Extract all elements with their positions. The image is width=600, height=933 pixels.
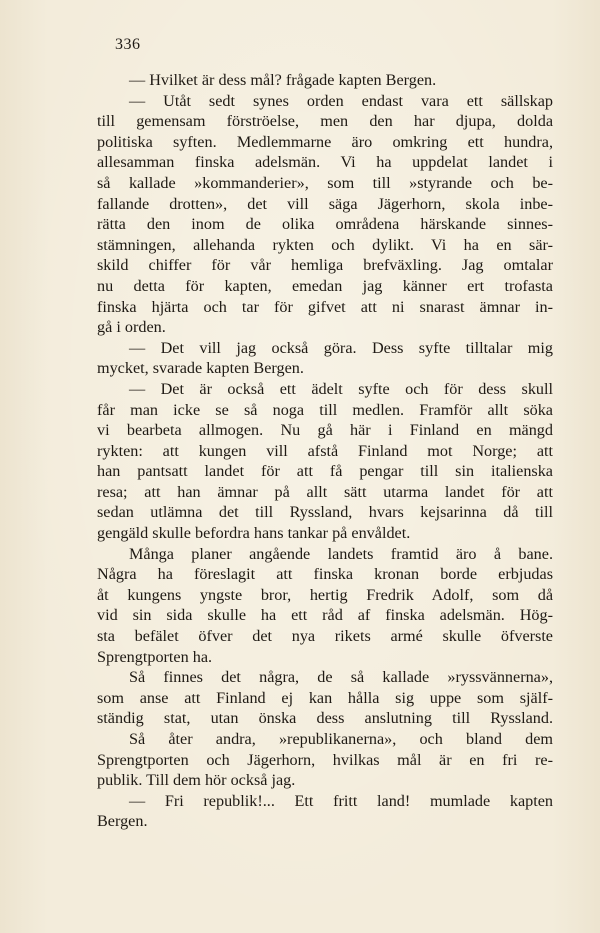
page-number: 336 <box>115 36 141 53</box>
text-line: — Utåt sedt synes orden endast vara ett sällskap <box>129 91 553 110</box>
text-line: mycket, svarade kapten Bergen. <box>97 359 304 378</box>
text-line: gengäld skulle befordra hans tankar på envåldet. <box>97 524 411 543</box>
text-line: nu detta för kapten, emedan jag känner ert trofasta <box>97 276 553 295</box>
text-line: vid sin sida skulle ha ett råd af finska adelsmän. Hög- <box>97 606 553 625</box>
text-line: som anse att Finland ej kan hålla sig uppe som själf- <box>97 688 553 707</box>
text-line: ständig stat, utan önska dess anslutning till Ryssland. <box>97 709 553 728</box>
text-line: finska hjärta och tar för gifvet att ni snarast ämnar in- <box>97 297 553 316</box>
text-line: sta befälet öfver det nya rikets armé skulle öfverste <box>97 627 553 646</box>
text-line: gå i orden. <box>97 318 166 337</box>
text-line: resa; att han ämnar på allt sätt utarma landet för att <box>97 482 553 501</box>
text-line: får man icke se så noga till medlen. Framför allt söka <box>97 400 553 419</box>
text-line: han pantsatt landet för att få pengar till sin italienska <box>97 462 553 481</box>
text-line: Sprengtporten ha. <box>97 647 213 666</box>
text-line: till gemensam förströelse, men den har djupa, dolda <box>97 112 553 131</box>
text-line: allesamman finska adelsmän. Vi ha uppdelat landet i <box>97 153 553 172</box>
text-line: — Det är också ett ädelt syfte och för dess skull <box>129 379 553 398</box>
text-line: vi bearbeta allmogen. Nu gå här i Finland en mängd <box>97 421 553 440</box>
text-line: fallande drotten», det vill säga Jägerhorn, skola inbe- <box>97 194 553 213</box>
text-line: Så åter andra, »republikanerna», och bland dem <box>129 730 553 748</box>
text-line: åt kungens yngste bror, hertig Fredrik Adolf, som då <box>97 585 553 604</box>
text-line: — Hvilket är dess mål? frågade kapten Bergen. <box>129 71 437 89</box>
text-line: Många planer angående landets framtid äro å bane. <box>129 544 553 563</box>
text-line: Så finnes det några, de så kallade »ryssvännerna», <box>129 668 553 687</box>
text-line: sedan utlämna det till Ryssland, hvars kejsarinna då till <box>97 503 553 522</box>
text-line: — Det vill jag också göra. Dess syfte tilltalar mig <box>129 338 553 357</box>
text-line: rätta den inom de olika områdena härskande sinnes- <box>97 215 553 234</box>
text-line: Några ha föreslagit att finska kronan borde erbjudas <box>97 565 553 584</box>
text-line: politiska syften. Medlemmarne äro omkring ett hundra, <box>97 132 553 151</box>
text-line: — Fri republik!... Ett fritt land! mumlade kapten <box>129 791 553 810</box>
text-line: rykten: att kungen vill afstå Finland mot Norge; att <box>97 441 553 460</box>
text-line: Bergen. <box>97 812 148 831</box>
text-line: Sprengtporten och Jägerhorn, hvilkas mål är en fri re- <box>97 750 553 769</box>
text-line: så kallade »kommanderier», som till »styrande och be- <box>97 173 553 192</box>
text-line: skild chiffer för vår hemliga brefväxling. Jag omtalar <box>97 256 553 275</box>
body-text <box>97 70 553 832</box>
text-line: publik. Till dem hör också jag. <box>97 771 296 790</box>
text-line: stämningen, allehanda rykten och dylikt. Vi ha en sär- <box>97 235 553 254</box>
